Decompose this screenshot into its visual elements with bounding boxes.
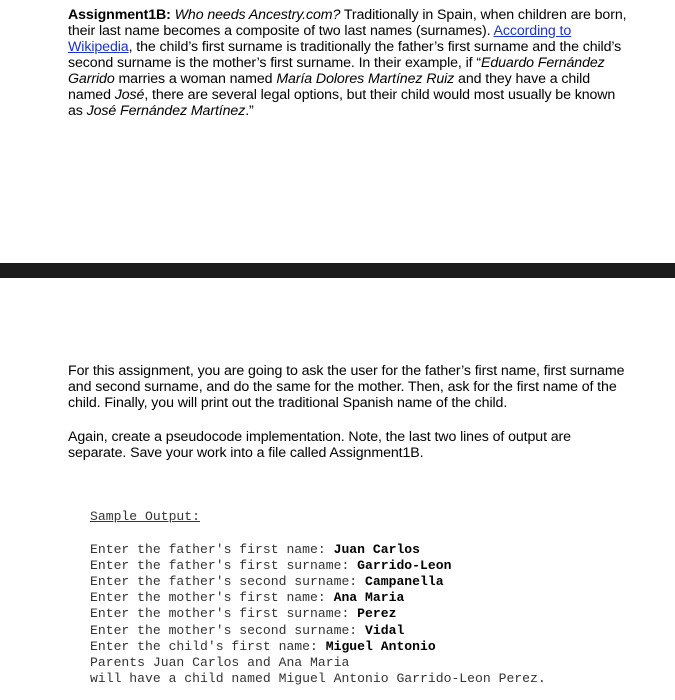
child-example-first: José [114, 87, 145, 103]
sample-output-block [90, 493, 546, 687]
instructions-paragraph-1: For this assignment, you are going to ask the user for the father’s first name, first surname and second surname, and do the same for the mother. Then, ask for the first name of the child. Finally, you will print out the traditional Spanish name of the child. [68, 363, 625, 411]
instructions-paragraph-2: Again, create a pseudocode implementation. Note, the last two lines of output are separate. Save your work into a file called Assignment1B. [68, 429, 571, 461]
page-divider [0, 263, 675, 278]
child-example-full: José Fernández Martínez [86, 103, 246, 119]
intro-paragraph: Assignment1B: Who needs Ancestry.com? Traditionally in Spain, when children are born, their last name becomes a composite of two last names (surnames). According to Wikipedia, the child’s first surname is traditionally the father’s first surname and the child’s second surname is the mother’s first surname. In their example, if “Eduardo Fernández Garrido marries a woman named María Dolores Martínez Ruiz and they have a child named José, there are several legal options, but their child would most usually be known as José Fernández Martínez.” [68, 7, 627, 119]
output-line: Enter the mother's first surname: Perez [90, 606, 397, 622]
output-line: Enter the father's second surname: Campanella [90, 574, 444, 589]
result-line-1: Parents Juan Carlos and Ana Maria [90, 655, 350, 671]
mother-example-name: María Dolores Martínez Ruiz [276, 71, 455, 87]
sample-output-title: Sample Output: [90, 509, 201, 525]
output-line: Enter the child's first name: Miguel Antonio [90, 638, 436, 654]
assignment-tagline: Who needs Ancestry.com? [174, 7, 341, 23]
result-line-2: will have a child named Miguel Antonio Garrido-Leon Perez. [90, 671, 546, 687]
father-example-name: Eduardo Fernández Garrido [68, 55, 605, 87]
assignment-heading: Assignment1B: [68, 7, 171, 23]
output-line: Enter the mother's second surname: Vidal [90, 622, 405, 638]
output-line: Enter the father's first surname: Garrido-Leon [90, 557, 452, 573]
output-line: Enter the mother's first name: Ana Maria [90, 590, 405, 606]
wikipedia-link[interactable]: According to Wikipedia [68, 23, 572, 55]
output-line: Enter the father's first name: Juan Carlos [90, 541, 421, 557]
